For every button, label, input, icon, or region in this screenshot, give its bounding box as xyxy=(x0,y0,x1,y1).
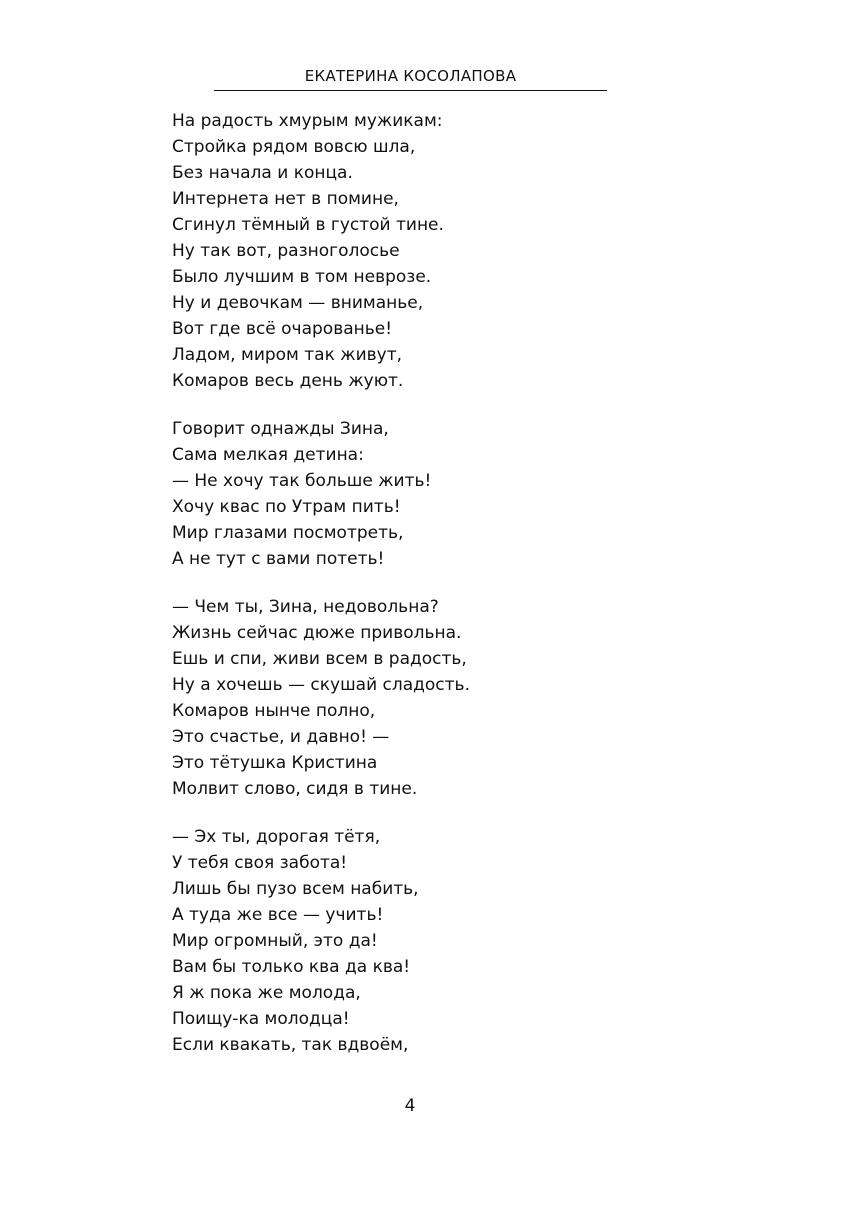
poem-line: Если квакать, так вдвоём, xyxy=(172,1035,409,1055)
poem-line: Комаров нынче полно, xyxy=(172,701,376,721)
poem-line: — Не хочу так больше жить! xyxy=(172,471,432,491)
poem-line: Было лучшим в том неврозе. xyxy=(172,267,432,287)
poem-line: Комаров весь день жуют. xyxy=(172,371,404,391)
poem-line: Ну так вот, разноголосье xyxy=(172,241,400,261)
stanza xyxy=(172,594,692,802)
poem-line: Ладом, миром так живут, xyxy=(172,345,403,365)
poem-line: Я ж пока же молода, xyxy=(172,983,361,1003)
poem-line: — Чем ты, Зина, недовольна? xyxy=(172,597,439,617)
poem-line: На радость хмурым мужикам: xyxy=(172,111,443,131)
poem-line: — Эх ты, дорогая тётя, xyxy=(172,827,381,847)
poem-line: А туда же все — учить! xyxy=(172,905,384,925)
page-number: 4 xyxy=(404,1096,416,1116)
poem-line: Сгинул тёмный в густой тине. xyxy=(172,215,444,235)
poem-line: Вам бы только ква да ква! xyxy=(172,957,411,977)
poem-line: Хочу квас по Утрам пить! xyxy=(172,497,401,517)
poem-line: Мир огромный, это да! xyxy=(172,931,378,951)
poem-line: Жизнь сейчас дюже привольна. xyxy=(172,623,462,643)
poem-line: Лишь бы пузо всем набить, xyxy=(172,879,419,899)
header-rule xyxy=(214,90,607,91)
poem-line: У тебя своя забота! xyxy=(172,853,348,873)
poem-body xyxy=(172,108,692,1080)
stanza xyxy=(172,108,692,394)
poem-line: Поищу-ка молодца! xyxy=(172,1009,350,1029)
poem-line: Мир глазами посмотреть, xyxy=(172,523,404,543)
stanza xyxy=(172,416,692,572)
poem-line: Молвит слово, сидя в тине. xyxy=(172,779,418,799)
poem-line: Ну и девочкам — вниманье, xyxy=(172,293,424,313)
poem-line: Стройка рядом вовсю шла, xyxy=(172,137,416,157)
poem-line: Сама мелкая детина: xyxy=(172,445,364,465)
running-header-author: ЕКАТЕРИНА КОСОЛАПОВА xyxy=(304,67,517,85)
poem-line: Без начала и конца. xyxy=(172,163,353,183)
stanza xyxy=(172,824,692,1058)
poem-line: Интернета нет в помине, xyxy=(172,189,399,209)
poem-line: Это счастье, и давно! — xyxy=(172,727,390,747)
poem-line: Ну а хочешь — скушай сладость. xyxy=(172,675,470,695)
poem-line: Это тётушка Кристина xyxy=(172,753,378,773)
poem-line: А не тут с вами потеть! xyxy=(172,549,385,569)
poem-line: Ешь и спи, живи всем в радость, xyxy=(172,649,467,669)
poem-line: Говорит однажды Зина, xyxy=(172,419,389,439)
poem-line: Вот где всё очарованье! xyxy=(172,319,393,339)
